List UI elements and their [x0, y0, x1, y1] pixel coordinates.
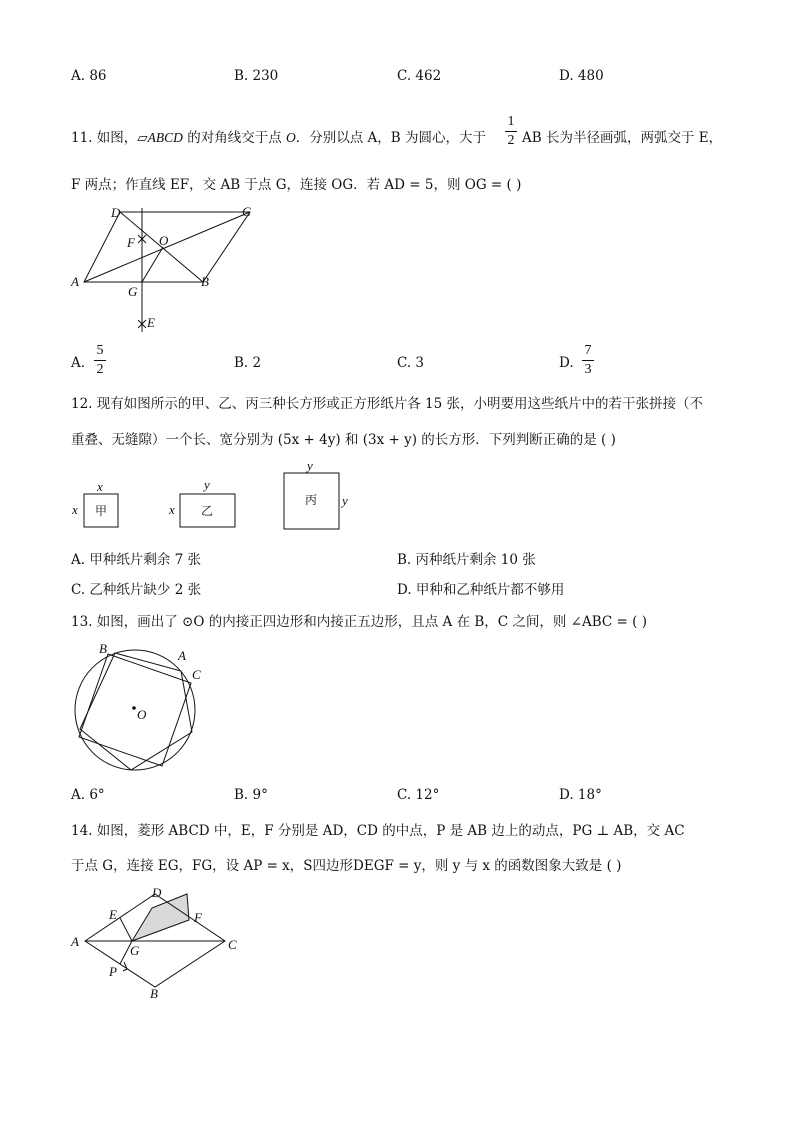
label-o: O	[159, 233, 169, 248]
q13-option-d: D. 18°	[559, 787, 602, 803]
q11-o: O	[286, 130, 296, 145]
q11-frac-den: 2	[507, 133, 515, 148]
q11-option-d-fraction	[582, 343, 594, 378]
circle-o	[75, 650, 195, 770]
q13-line1: 13. 如图，画出了 ⊙O 的内接正四边形和内接正五边形，且点 A 在 B，C 之间，则 ∠ABC = ( )	[71, 614, 647, 630]
q10-option-d: D. 480	[559, 68, 604, 84]
card-yi-side-x: x	[169, 502, 175, 517]
q11-option-c: C. 3	[397, 355, 425, 371]
q11-option-a-fraction	[94, 343, 106, 378]
q11-option-d-label: D.	[559, 355, 574, 371]
inscribed-square	[79, 654, 191, 766]
q12-option-d: D. 甲种和乙种纸片都不够用	[397, 582, 565, 598]
q14-line2: 于点 G，连接 EG，FG，设 AP = x，S四边形DEGF = y，则 y 与 x 的函数图象大致是 ( )	[71, 858, 622, 874]
q13-circle-figure	[68, 638, 218, 778]
label-o: O	[137, 707, 147, 722]
q11-line1	[71, 126, 486, 146]
q11-abcd: ABCD	[147, 130, 183, 145]
q11-opt-a-num: 5	[96, 343, 104, 358]
q12-line1: 12. 现有如图所示的甲、乙、丙三种长方形或正方形纸片各 15 张，小明要用这些纸片中的若干张拼接（不	[71, 396, 704, 412]
q12-option-a: A. 甲种纸片剩余 7 张	[71, 552, 202, 568]
card-yi-top-y: y	[204, 477, 210, 492]
label-b: B	[99, 641, 107, 656]
q11-frac-num: 1	[507, 114, 515, 129]
q12-line2: 重叠、无缝隙）一个长、宽分别为 (5x + 4y) 和 (3x + y) 的长方形．下列判断正确的是 ( )	[71, 432, 616, 448]
q11-opt-d-num: 7	[584, 343, 592, 358]
q10-option-b: B. 230	[234, 68, 279, 84]
label-p: P	[109, 964, 117, 979]
q14-rhombus-figure	[68, 882, 253, 1002]
label-d: D	[152, 885, 162, 900]
label-d: D	[111, 205, 121, 220]
q11-line1-mid: 的对角线交于点	[182, 130, 286, 146]
label-e: E	[109, 907, 117, 922]
q10-option-c: C. 462	[397, 68, 442, 84]
q11-option-b: B. 2	[234, 355, 262, 371]
label-a: A	[178, 648, 186, 663]
label-a: A	[71, 274, 79, 289]
q11-line1-after: AB 长为半径画弧，两弧交于 E，	[522, 130, 723, 146]
label-c: C	[228, 937, 237, 952]
card-jia-label: 甲	[95, 504, 108, 518]
q11-line1-mid2: ．分别以点 A，B 为圆心，大于	[295, 130, 487, 146]
q13-option-a: A. 6°	[71, 787, 105, 803]
inscribed-pentagon	[80, 653, 192, 770]
label-b: B	[150, 986, 158, 1001]
q11-option-a-label: A.	[71, 355, 86, 371]
card-bing-top-y: y	[307, 458, 313, 473]
fraction-bar	[505, 131, 517, 132]
shaded-quadrilateral-degf	[132, 894, 189, 941]
q11-line2: F 两点；作直线 EF，交 AB 于点 G，连接 OG．若 AD = 5，则 OG = ( )	[71, 177, 522, 193]
label-f: F	[127, 235, 135, 250]
label-g: G	[128, 284, 138, 299]
q12-cards-figure	[68, 458, 368, 538]
card-bing-side-y: y	[342, 493, 348, 508]
card-jia-side-x: x	[72, 502, 78, 517]
q13-option-b: B. 9°	[234, 787, 268, 803]
q11-parallelogram-figure	[68, 200, 268, 335]
label-e: E	[147, 315, 155, 330]
center-dot	[132, 706, 136, 710]
q13-option-c: C. 12°	[397, 787, 440, 803]
q11-line1-before: 11. 如图，▱	[71, 130, 148, 146]
label-c: C	[242, 204, 251, 219]
fraction-bar	[582, 360, 594, 361]
segment-eg	[120, 918, 132, 941]
q14-line1: 14. 如图，菱形 ABCD 中，E，F 分别是 AD，CD 的中点，P 是 AB 边上的动点，PG ⊥ AB，交 AC	[71, 823, 685, 839]
label-c: C	[192, 667, 201, 682]
q12-option-c: C. 乙种纸片缺少 2 张	[71, 582, 202, 598]
card-yi-label: 乙	[201, 504, 214, 518]
label-b: B	[201, 274, 209, 289]
q12-option-b: B. 丙种纸片剩余 10 张	[397, 552, 536, 568]
card-bing-label: 丙	[305, 493, 318, 507]
q10-option-a: A. 86	[71, 68, 107, 84]
label-f: F	[194, 910, 202, 925]
label-g: G	[130, 943, 140, 958]
q11-half-fraction	[505, 114, 517, 149]
card-jia-top-x: x	[97, 479, 103, 494]
segment-og	[142, 247, 163, 282]
q11-opt-a-den: 2	[96, 362, 104, 377]
fraction-bar	[94, 360, 106, 361]
label-a: A	[71, 934, 79, 949]
q11-opt-d-den: 3	[584, 362, 592, 377]
